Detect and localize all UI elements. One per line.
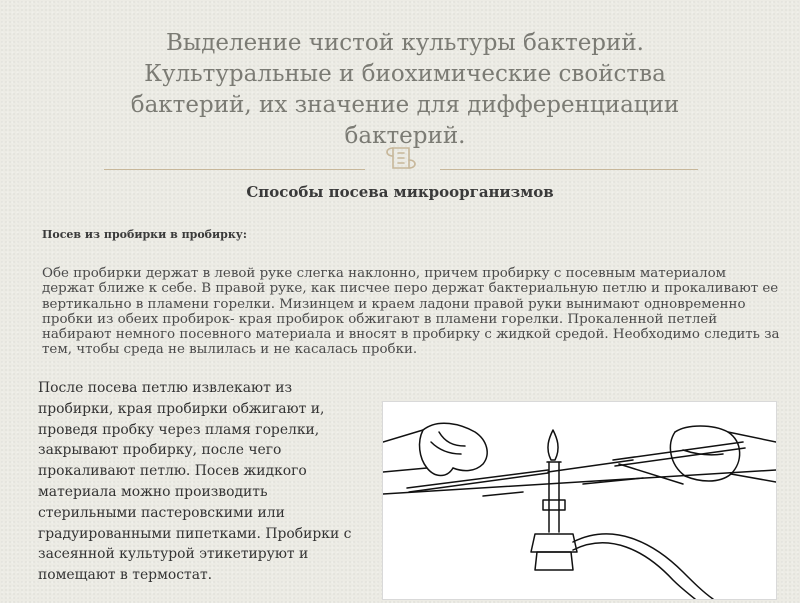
divider-left <box>104 169 365 170</box>
scroll-ornament-icon <box>371 138 431 178</box>
bunsen-burner-drawing <box>383 402 776 599</box>
section-subtitle: Способы посева микроорганизмов <box>246 183 554 201</box>
method-continuation: После посева петлю извлекают из пробирки, края пробирки обжигают и, проведя пробку через пламя горелки, закрывают пробирку, после чего прокаливают петлю. Посев жидкого материала можно производить стерильными пастеровскими или градуированными пипетками. Пробирки с засеянной культурой этикетируют и помещают в термостат. <box>38 380 352 584</box>
method-heading: Посев из пробирки в пробирку: <box>42 228 247 241</box>
inoculation-illustration <box>382 401 777 600</box>
slide-title: Выделение чистой культуры бактерий. Культуральные и биохимические свойства бактерий, их значение для дифференциации бактерий. <box>130 30 680 149</box>
method-description: Обе пробирки держат в левой руке слегка наклонно, причем пробирку с посевным материалом держат ближе к себе. В правой руке, как писчее перо держат бактериальную петлю и прокаливают ее вертикально в пламени горелки. Мизинцем и краем ладони правой руки вынимают одновременно пробки из обеих пробирок- края пробирок обжигают в пламени горелки. Прокаленной петлей набирают немного посевного материала и вносят в пробирку с жидкой средой. Необходимо следить за тем, чтобы среда не вылилась и не касалась пробки. <box>42 266 780 358</box>
divider-right <box>440 169 698 170</box>
